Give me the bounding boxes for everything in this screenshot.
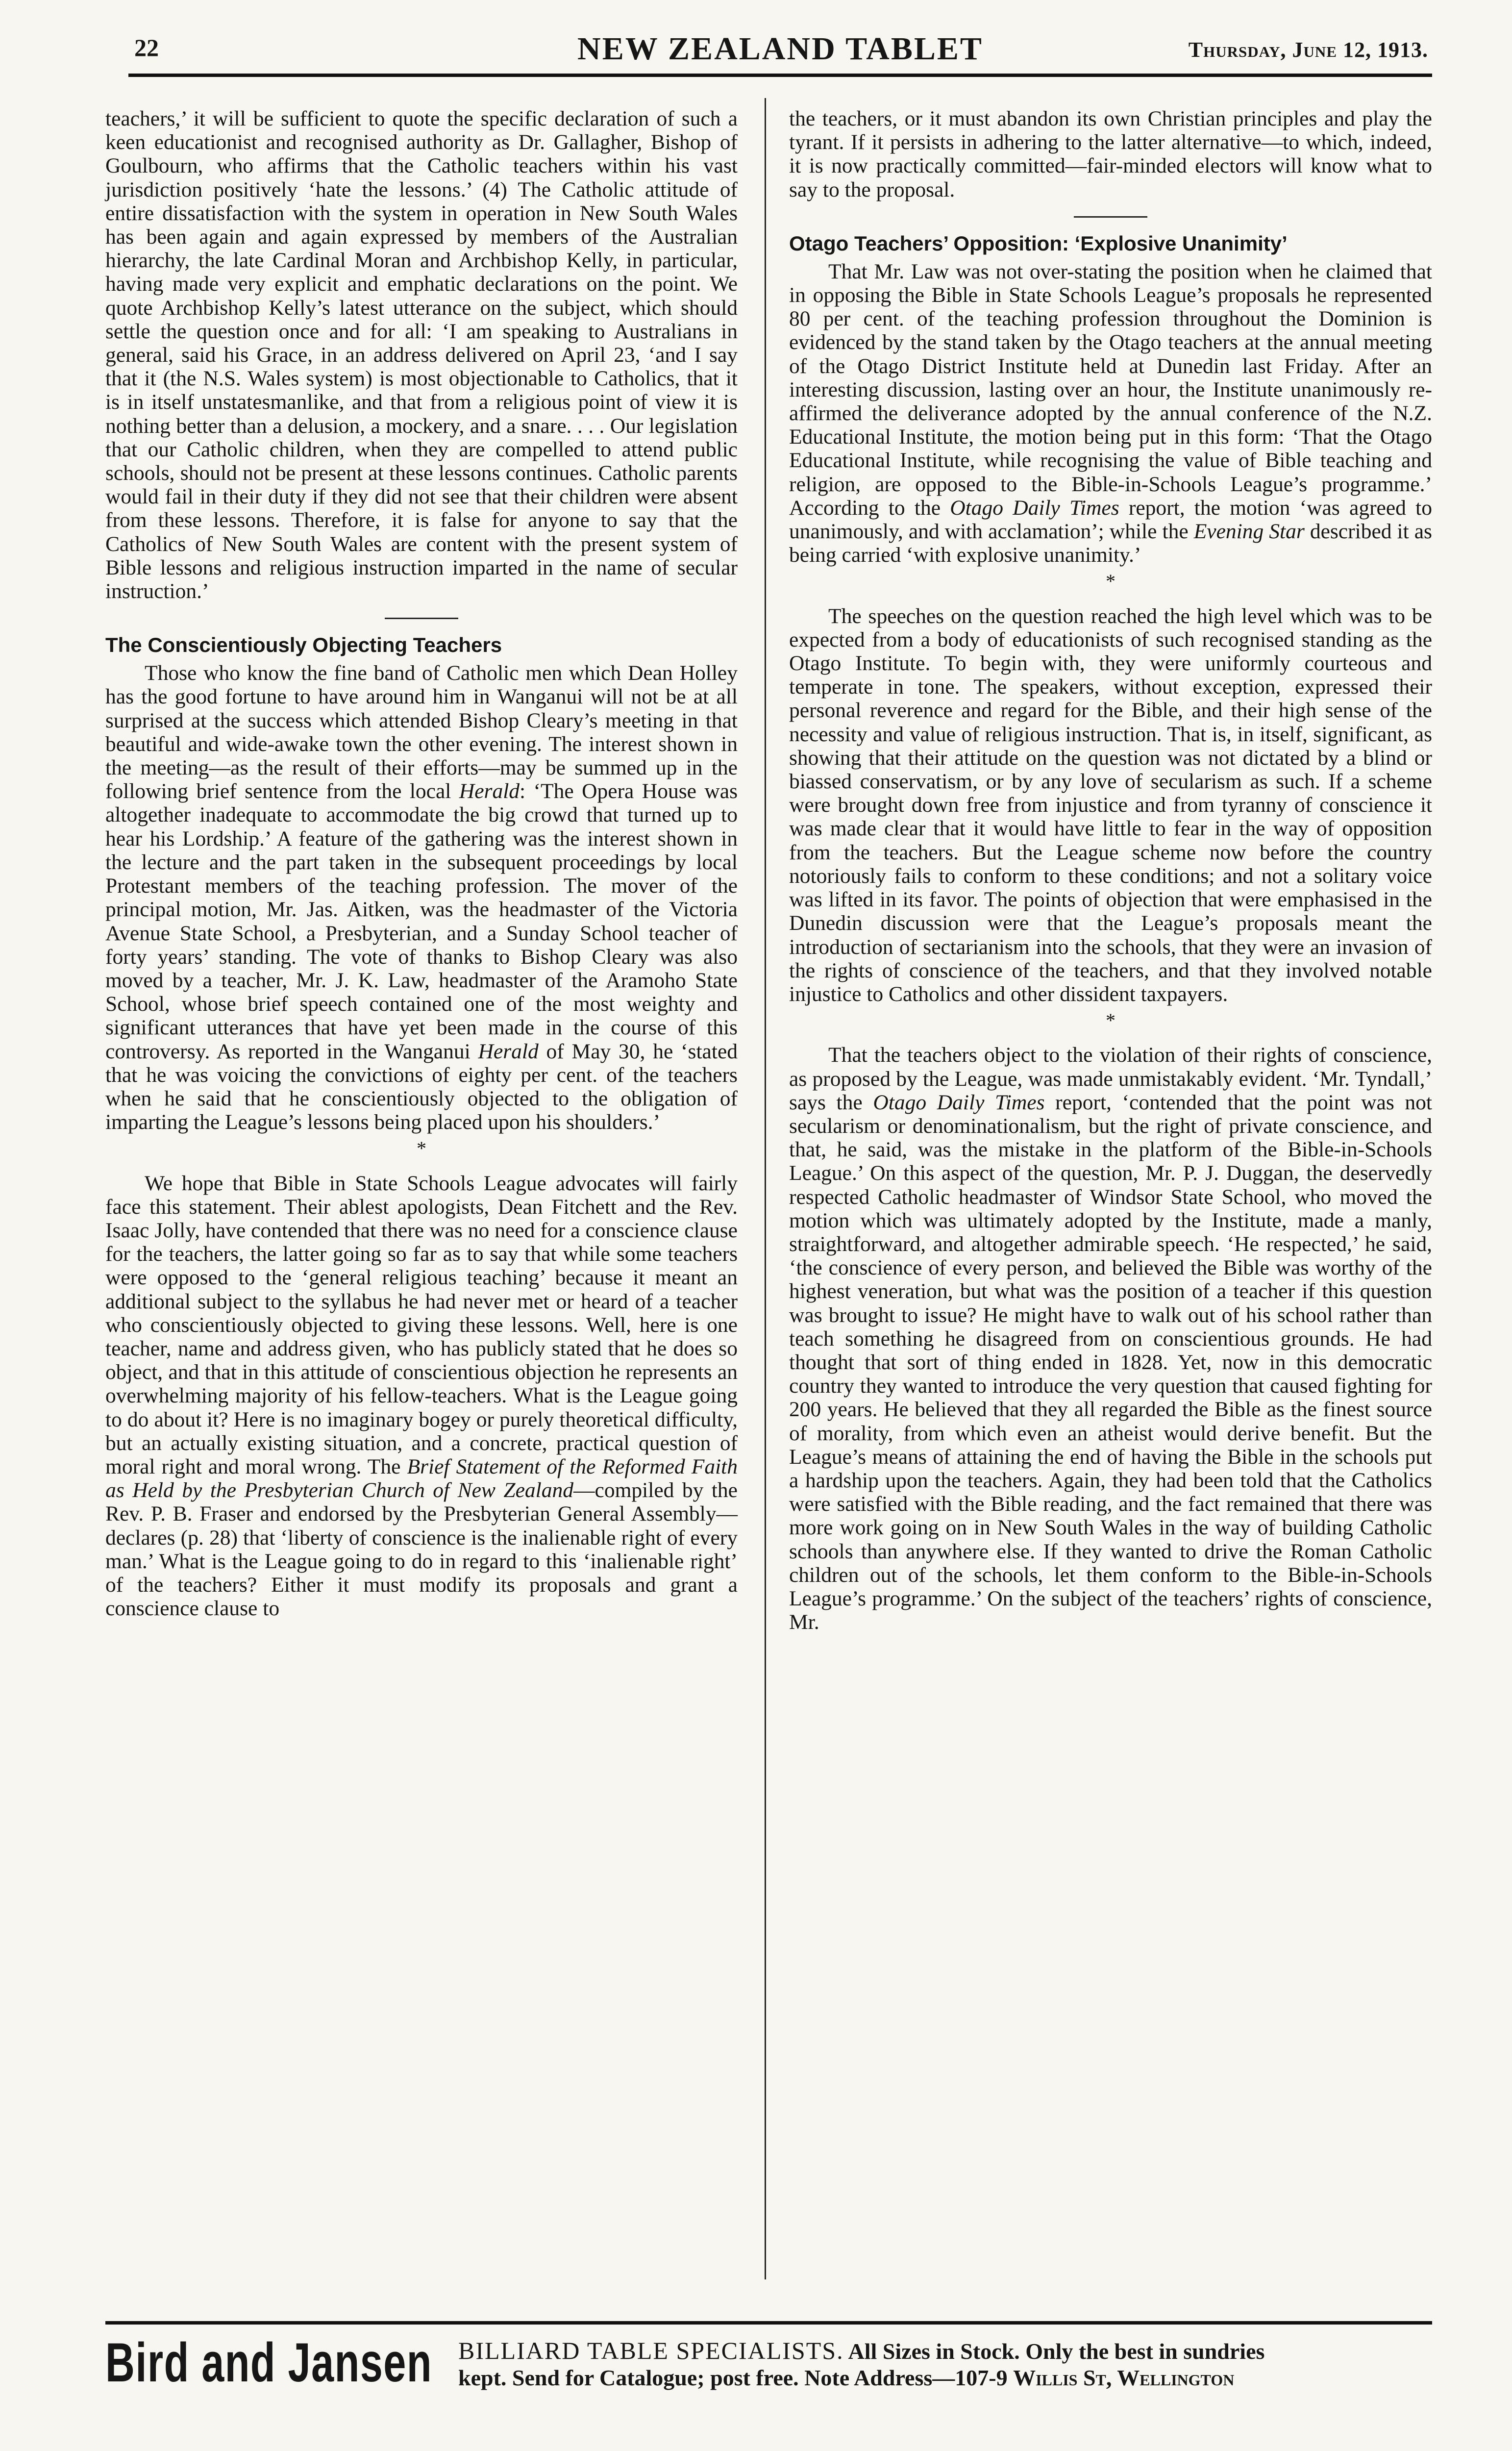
- advert-brand: Bird and Jansen: [105, 2332, 432, 2393]
- paragraph-text: of May 30, he ‘stated that he was voicing the convictions of eighty per cent. of the teachers when he said that he conscientiously objected to the obligation of imparting the League’s lessons being placed upon his shoulders.’: [105, 1039, 738, 1134]
- advert-line-2: [458, 2365, 1431, 2391]
- issue-date: Thursday, June 12, 1913.: [1188, 38, 1428, 62]
- section-rule: [1074, 216, 1147, 218]
- advert-rule: [105, 2321, 1432, 2325]
- newspaper-title: Herald: [459, 779, 520, 803]
- paragraph-text: That the teachers object to the violation of their rights of conscience, as proposed by the League, was made unmistakably evident. ‘Mr. Tyndall,’ says the: [789, 1043, 1432, 1114]
- page-number: 22: [134, 34, 159, 61]
- left-column: [105, 107, 738, 1620]
- column-divider: [765, 98, 766, 2279]
- newspaper-title: Evening Star: [1193, 520, 1305, 544]
- page-header: [128, 30, 1432, 70]
- section-asterisk: *: [1106, 1009, 1115, 1032]
- advert-line-1: [458, 2337, 1431, 2365]
- paragraph-text: report, ‘contended that the point was not secularism or denominationalism, but the right of private conscience, and that, he said, was the mistake in the platform of the Bible-in-Schools League.’ On this aspect of the question, Mr. P. J. Duggan, the deservedly respected Catholic headmaster of Windsor State School, who moved the motion which was ultimately adopted by the Institute, made a manly, straightforward, and altogether admirable speech. ‘He respected,’ he said, ‘the conscience of every person, and believed the Bible was worthy of the highest veneration, but what was the position of a teacher if this question was brought to issue? He might have to walk out of his school rather than teach something he disagreed from on conscientious grounds. He had thought that sort of thing ended in 1828. Yet, now in this democratic country they wanted to introduce the very question that caused fighting for 200 years. He believed that they all regarded the Bible as the finest source of morality, from which even an atheist would derive benefit. But the League’s means of attaining the end of having the Bible in the schools put a hardship upon the teachers. Again, they had been told that the Catholics were satisfied with the Bible reading, and the fact remained that there was more work going on in New South Wales in the way of building Catholic schools than anywhere else. If they wanted to drive the Roman Catholic children out of the schools, let them conform to the Bible-in-Schools League’s programme.’ On the subject of the teachers’ rights of conscience, Mr.: [789, 1090, 1433, 1634]
- paragraph-text: —compiled by the Rev. P. B. Fraser and endorsed by the Presbyterian General Assembly—declares (p. 28) that ‘liberty of conscience is the inalienable right of every man.’ What is the League going to do in regard to this ‘inalienable right’ of the teachers? Either it must modify its proposals and grant a conscience clause to: [105, 1478, 738, 1621]
- header-rule: [128, 74, 1432, 77]
- paragraph-text: report, the motion ‘was agreed to unanimously, and with acclamation’; while the: [789, 496, 1432, 544]
- masthead-title: NEW ZEALAND TABLET: [577, 31, 983, 67]
- advertisement: [105, 2327, 1432, 2406]
- article-paragraph: teachers,’ it will be sufficient to quote the specific declaration of such a keen educationist and recognised authority as Dr. Gallagher, Bishop of Goulbourn, who affirms that the Catholic teachers within his vast jurisdiction positively ‘hate the lessons.’ (4) The Catholic attitude of entire dissatisfaction with the system in operation in New South Wales has been again and again expressed by members of the Australian hierarchy, the late Cardinal Moran and Archbishop Kelly, in particular, having made very explicit and emphatic declarations on the point. We quote Archbishop Kelly’s latest utterance on the subject, which should settle the question once and for all: ‘I am speaking to Australians in general, said his Grace, in an address delivered on April 23, ‘and I say that it (the N.S. Wales system) is most objectionable to Catholics, that it is in itself unstatesmanlike, and that from a religious point of view it is nothing better than a delusion, a mockery, and a snare. . . . Our legislation that our Catholic children, when they are compelled to attend public schools, should not be present at these lessons continues. Catholic parents would fail in their duty if they did not see that their children were absent from these lessons. Therefore, it is false for anyone to say that the Catholics of New South Wales are content with the present system of Bible lessons and religious instruction imparted in the name of secular instruction.’: [105, 107, 738, 603]
- section-asterisk: *: [1106, 570, 1115, 593]
- article-paragraph: [789, 260, 1432, 567]
- advert-rest: All Sizes in Stock. Only the best in sundries: [843, 2339, 1265, 2364]
- advert-text: [458, 2337, 1431, 2391]
- section-heading-objecting-teachers: The Conscientiously Objecting Teachers: [105, 633, 502, 657]
- article-paragraph: the teachers, or it must abandon its own Christian principles and play the tyrant. If it persists in adhering to the latter alternative—to which, indeed, it is now practically committed—fair-minded electors will know what to say to the proposal.: [789, 107, 1432, 201]
- article-paragraph: [789, 1043, 1432, 1634]
- article-paragraph: [105, 1172, 738, 1621]
- paragraph-text: : ‘The Opera House was altogether inadequate to accommodate the big crowd that turned up to hear his Lordship.’ A feature of the gathering was the interest shown in the lecture and the part taken in the subsequent proceedings by local Protestant members of the teaching profession. The mover of the principal motion, Mr. Jas. Aitken, was the headmaster of the Victoria Avenue State School, a Presbyterian, and a Sunday School teacher of forty years’ standing. The vote of thanks to Bishop Cleary was also moved by a teacher, Mr. J. K. Law, headmaster of the Aramoho State School, whose brief speech contained one of the most weighty and significant utterances that have yet been made in the course of this controversy. As reported in the Wanganui: [105, 779, 738, 1063]
- paragraph-text: Those who know the fine band of Catholic men which Dean Holley has the good fortune to have around him in Wanganui will not be at all surprised at the success which attended Bishop Cleary’s meeting in that beautiful and wide-awake town the other evening. The interest shown in the meeting—as the result of their efforts—may be summed up in the following brief sentence from the local: [105, 661, 738, 803]
- advert-caps: BILLIARD TABLE SPECIALISTS.: [458, 2337, 844, 2364]
- paragraph-text: described it as being carried ‘with explosive unanimity.’: [789, 520, 1432, 567]
- book-title: Brief Statement of the Reformed Faith as Held by the Presbyterian Church of New Zealand: [105, 1454, 738, 1502]
- paragraph-text: We hope that Bible in State Schools League advocates will fairly face this statement. Their ablest apologists, Dean Fitchett and the Rev. Isaac Jolly, have contended that there was no need for a conscience clause for the teachers, the latter going so far as to say that while some teachers were opposed to the ‘general religious teaching’ because it meant an additional subject to the syllabus he had never met or heard of a teacher who conscientiously objected to giving these lessons. Well, here is one teacher, name and address given, who has publicly stated that he does so object, and that in this attitude of conscientious objection he represents an overwhelming majority of his fellow-teachers. What is the League going to do about it? Here is no imaginary bogey or purely theoretical difficulty, but an actually existing situation, and a concrete, practical question of moral right and moral wrong. The: [105, 1171, 738, 1478]
- article-paragraph: The speeches on the question reached the high level which was to be expected from a body of educationists of such recognised standing as the Otago Institute. To begin with, they were uniformly courteous and temperate in tone. The speakers, without exception, expressed their personal reverence and regard for the Bible, and their high sense of the necessity and value of religious instruction. That is, in itself, significant, as showing that their attitude on the question was not dictated by a blind or biassed conservatism, or by any love of secularism as such. If a scheme were brought down free from injustice and from tyranny of conscience it was made clear that it would have little to fear in the way of opposition from the teachers. But the League scheme now before the country notoriously fails to conform to these conditions; and not a solitary voice was lifted in its favor. The points of objection that were emphasised in the Dunedin discussion were that the League’s proposals meant the introduction of sectarianism into the schools, that they were an invasion of the rights of conscience of the teachers, and that they involved notable injustice to Catholics and other dissident taxpayers.: [789, 604, 1432, 1006]
- newspaper-title: Otago Daily Times: [950, 496, 1119, 520]
- advert-address-lead: kept. Send for Catalogue; post free. Note Address—107-9: [458, 2365, 1014, 2390]
- section-asterisk: *: [417, 1137, 426, 1160]
- article-paragraph: [105, 661, 738, 1134]
- newspaper-title: Herald: [478, 1039, 539, 1063]
- right-column: [789, 107, 1432, 1634]
- advert-address: Willis St, Wellington: [1013, 2365, 1235, 2390]
- newspaper-title: Otago Daily Times: [873, 1090, 1045, 1114]
- section-heading-otago-teachers: Otago Teachers’ Opposition: ‘Explosive Unanimity’: [789, 231, 1288, 255]
- paragraph-text: That Mr. Law was not over-stating the position when he claimed that in opposing the Bible in State Schools League’s proposals he represented 80 per cent. of the teaching profession throughout the Dominion is evidenced by the stand taken by the Otago teachers at the annual meeting of the Otago District Institute held at Dunedin last Friday. After an interesting discussion, lasting over an hour, the Institute unanimously re-affirmed the deliverance adopted by the annual conference of the N.Z. Educational Institute, the motion being put in this form: ‘That the Otago Educational Institute, while recognising the value of Bible teaching and religion, are opposed to the Bible-in-Schools League’s programme.’ According to the: [789, 259, 1432, 520]
- section-rule: [385, 618, 458, 619]
